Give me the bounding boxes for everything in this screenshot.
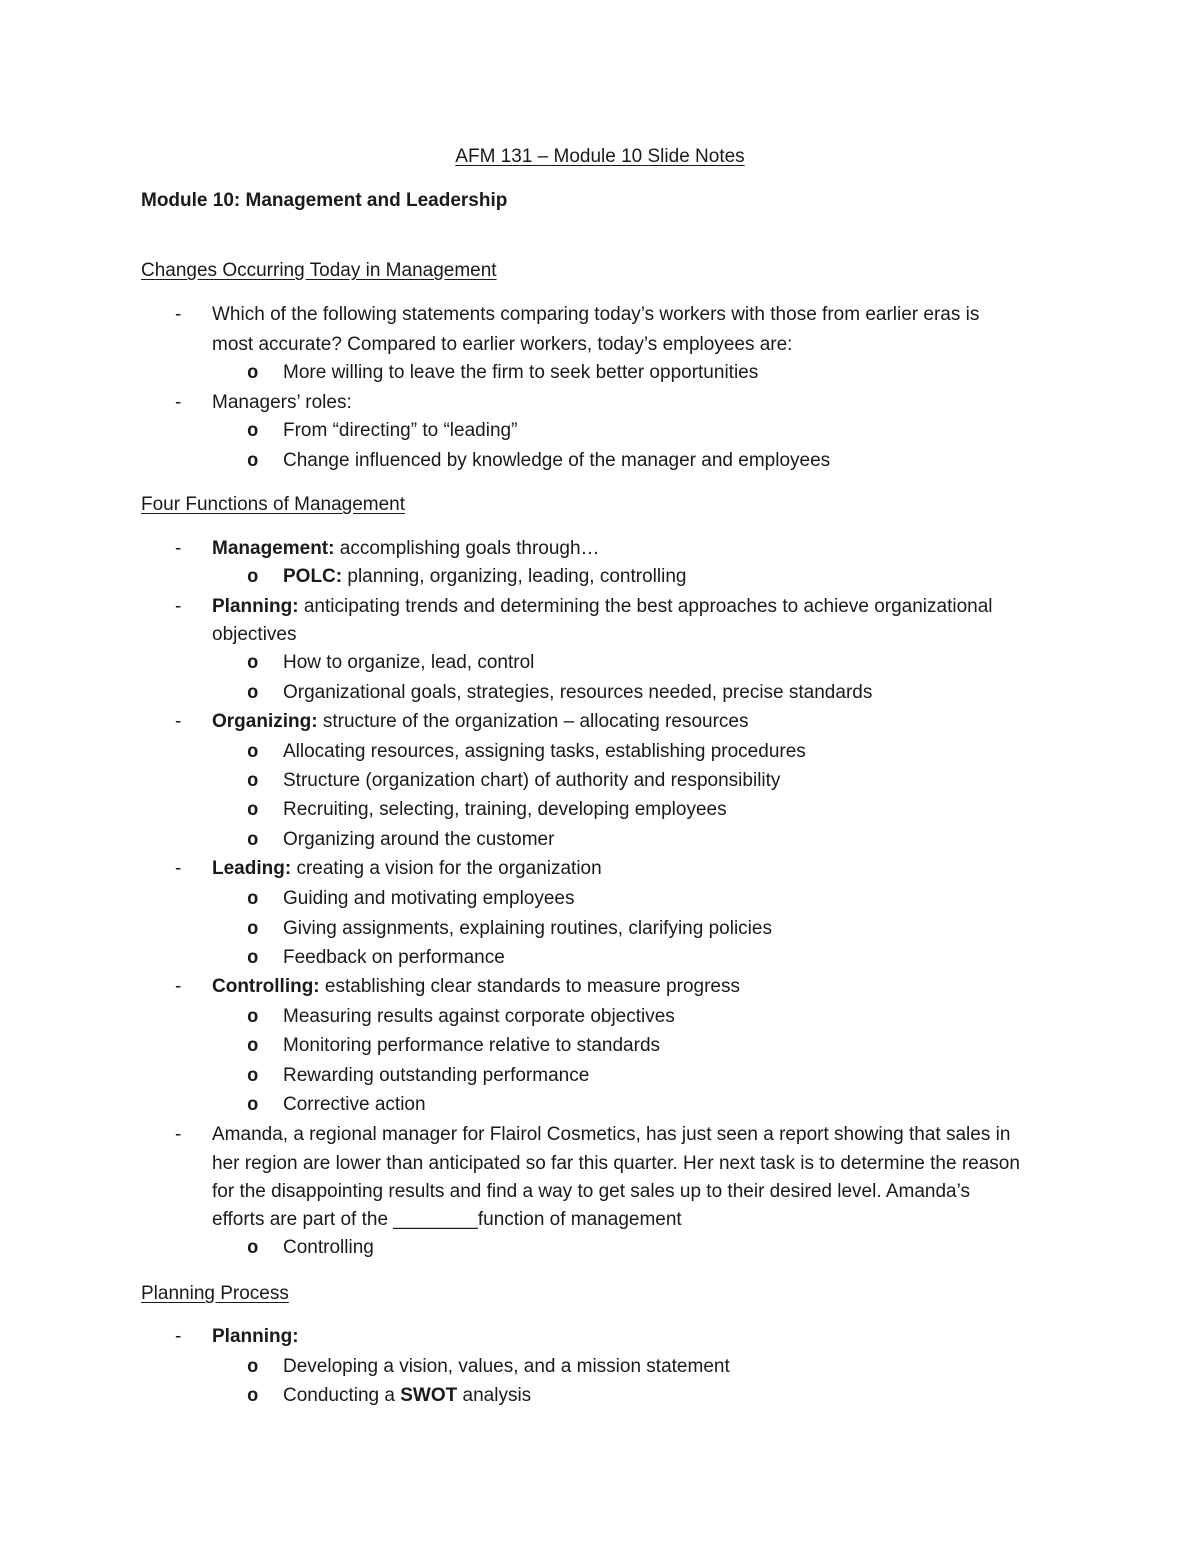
term-label: Organizing: xyxy=(212,711,318,732)
sub-item: Developing a vision, values, and a mission statement xyxy=(283,1356,730,1377)
bullet-o: o xyxy=(247,1356,259,1378)
sub-item-text: Conducting a xyxy=(283,1385,401,1406)
list-item-text: Which of the following statements comparing today’s workers with those from earlier eras is xyxy=(212,304,980,325)
list-item-text xyxy=(212,595,993,619)
list-item-text xyxy=(212,975,740,999)
bullet-o: o xyxy=(247,1006,259,1028)
sub-item: Organizing around the customer xyxy=(283,829,555,850)
bullet-o: o xyxy=(247,829,259,851)
bullet-dash: - xyxy=(175,596,182,617)
section-heading-planning-process: Planning Process xyxy=(141,1283,289,1304)
bullet-o: o xyxy=(247,1385,259,1407)
list-item-continuation: objectives xyxy=(212,624,297,645)
bullet-o: o xyxy=(247,799,259,821)
bullet-dash: - xyxy=(175,858,182,879)
term-definition: structure of the organization – allocating resources xyxy=(317,711,749,732)
bullet-o: o xyxy=(247,450,259,472)
list-item-continuation: most accurate? Compared to earlier workers, today’s employees are: xyxy=(212,334,793,355)
sub-item xyxy=(283,1384,531,1408)
sub-item: More willing to leave the firm to seek better opportunities xyxy=(283,362,759,383)
bullet-dash: - xyxy=(175,1124,182,1145)
bullet-o: o xyxy=(247,652,259,674)
bullet-dash: - xyxy=(175,538,182,559)
sub-item: Controlling xyxy=(283,1237,374,1258)
bullet-o: o xyxy=(247,1094,259,1116)
list-item-text xyxy=(212,710,748,734)
term-definition: creating a vision for the organization xyxy=(291,858,602,879)
term-label: Management: xyxy=(212,538,335,559)
bullet-dash: - xyxy=(175,304,182,325)
term-label: POLC: xyxy=(283,566,343,587)
list-item-continuation: for the disappointing results and find a way to get sales up to their desired level. Amanda’s xyxy=(212,1181,970,1202)
list-item-continuation: efforts are part of the ________function of management xyxy=(212,1209,682,1230)
sub-item: Allocating resources, assigning tasks, establishing procedures xyxy=(283,741,806,762)
section-heading-four-functions: Four Functions of Management xyxy=(141,494,406,515)
section-heading-changes: Changes Occurring Today in Management xyxy=(141,260,497,281)
list-item-text: Managers’ roles: xyxy=(212,392,352,413)
sub-item: Feedback on performance xyxy=(283,947,505,968)
swot-term: SWOT xyxy=(400,1385,458,1406)
list-item-text xyxy=(212,537,600,561)
bullet-dash: - xyxy=(175,1326,182,1347)
bullet-o: o xyxy=(247,918,259,940)
bullet-o: o xyxy=(247,682,259,704)
list-item-continuation: her region are lower than anticipated so far this quarter. Her next task is to determine the reason xyxy=(212,1153,1020,1174)
sub-item: Change influenced by knowledge of the manager and employees xyxy=(283,450,831,471)
bullet-o: o xyxy=(247,888,259,910)
sub-item: Giving assignments, explaining routines, clarifying policies xyxy=(283,918,772,939)
bullet-dash: - xyxy=(175,976,182,997)
sub-item: Organizational goals, strategies, resources needed, precise standards xyxy=(283,682,873,703)
term-definition: planning, organizing, leading, controlling xyxy=(342,566,687,587)
bullet-o: o xyxy=(247,362,259,384)
sub-item xyxy=(283,565,686,589)
sub-item: Guiding and motivating employees xyxy=(283,888,575,909)
term-label: Planning: xyxy=(212,1326,299,1347)
term-definition: establishing clear standards to measure progress xyxy=(319,976,740,997)
bullet-o: o xyxy=(247,1065,259,1087)
sub-item: How to organize, lead, control xyxy=(283,652,535,673)
document-title: AFM 131 – Module 10 Slide Notes xyxy=(455,146,745,167)
bullet-o: o xyxy=(247,566,259,588)
bullet-o: o xyxy=(247,1237,259,1259)
term-label: Planning: xyxy=(212,596,299,617)
bullet-o: o xyxy=(247,741,259,763)
list-item-text xyxy=(212,857,602,881)
bullet-o: o xyxy=(247,1035,259,1057)
sub-item: From “directing” to “leading” xyxy=(283,420,518,441)
list-item-text xyxy=(212,1325,299,1349)
sub-item: Recruiting, selecting, training, developing employees xyxy=(283,799,727,820)
term-label: Controlling: xyxy=(212,976,320,997)
bullet-dash: - xyxy=(175,711,182,732)
sub-item: Corrective action xyxy=(283,1094,426,1115)
module-heading: Module 10: Management and Leadership xyxy=(141,190,508,211)
list-item-text: Amanda, a regional manager for Flairol Cosmetics, has just seen a report showing that sales in xyxy=(212,1124,1011,1145)
sub-item: Monitoring performance relative to standards xyxy=(283,1035,661,1056)
term-label: Leading: xyxy=(212,858,292,879)
bullet-o: o xyxy=(247,420,259,442)
sub-item: Measuring results against corporate objectives xyxy=(283,1006,675,1027)
bullet-o: o xyxy=(247,770,259,792)
term-definition: accomplishing goals through… xyxy=(334,538,600,559)
bullet-o: o xyxy=(247,947,259,969)
sub-item: Rewarding outstanding performance xyxy=(283,1065,590,1086)
sub-item: Structure (organization chart) of authority and responsibility xyxy=(283,770,781,791)
bullet-dash: - xyxy=(175,392,182,413)
sub-item-text: analysis xyxy=(457,1385,532,1406)
term-definition: anticipating trends and determining the best approaches to achieve organizational xyxy=(298,596,993,617)
